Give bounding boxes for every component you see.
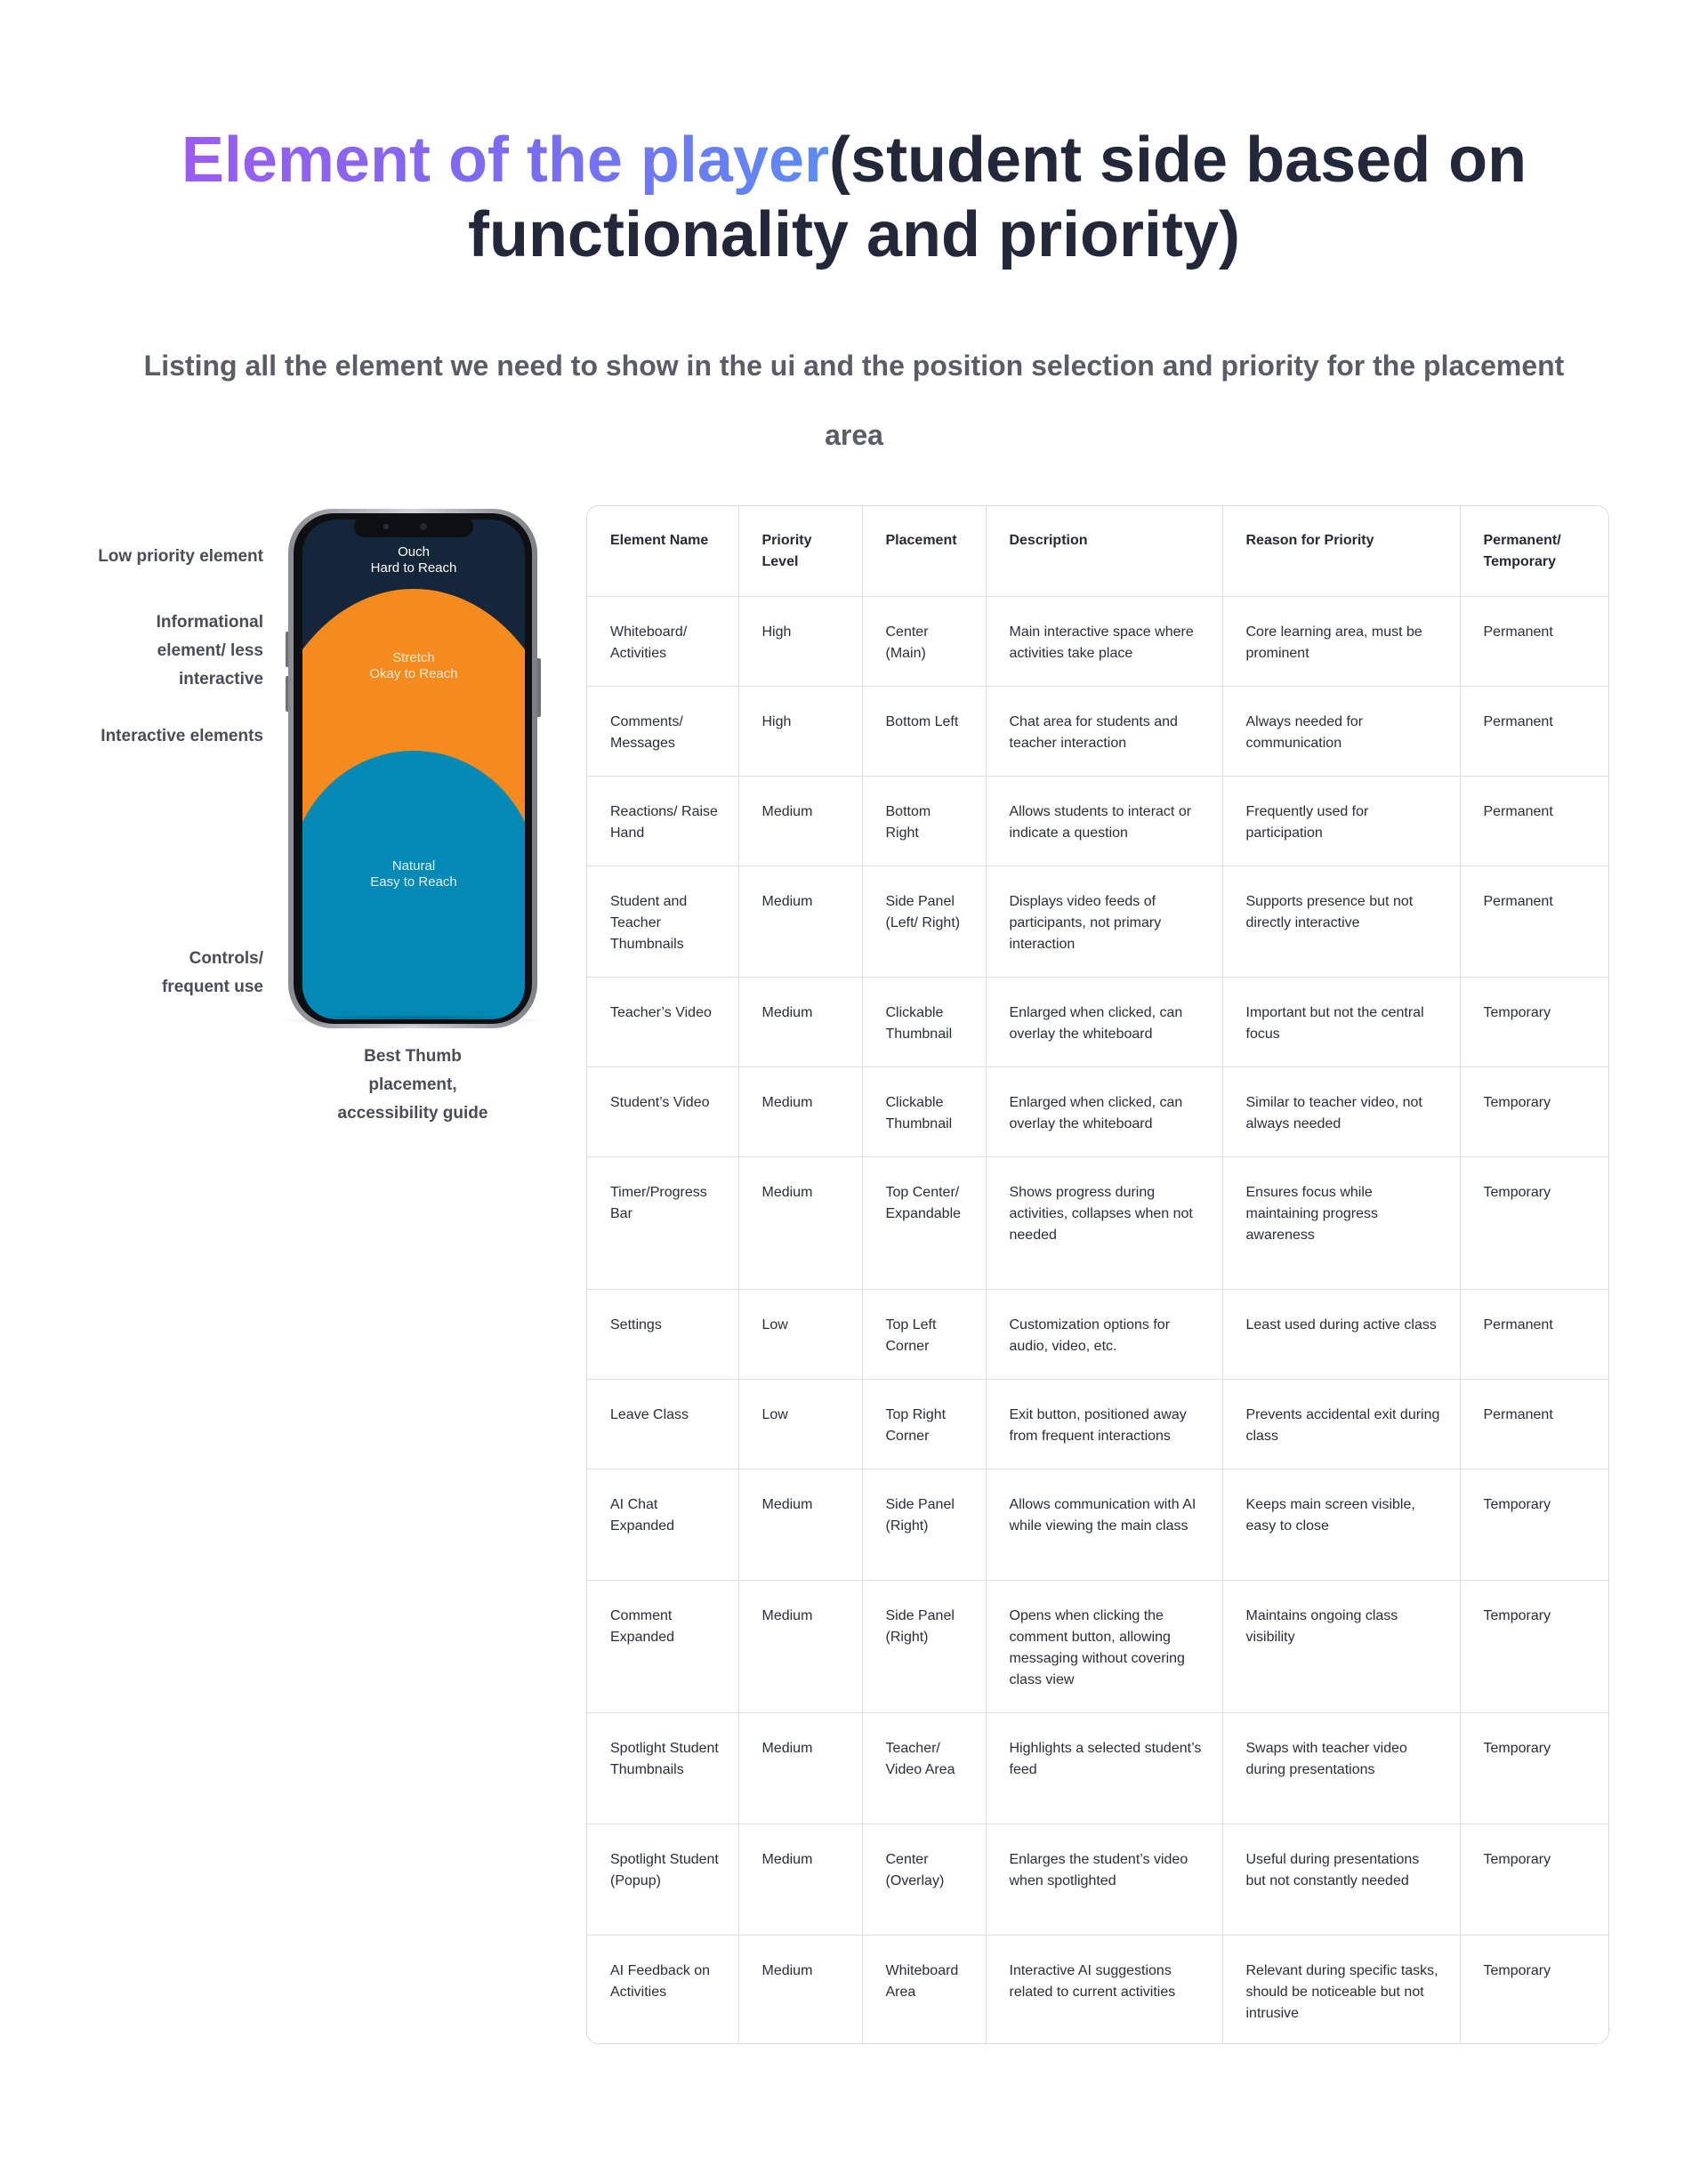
cell-priority: Medium <box>738 977 862 1067</box>
zone-label-informational: Informational element/ less interactive <box>156 613 263 688</box>
cell-placement: Center (Overlay) <box>862 1824 986 1935</box>
cell-description: Enlarges the student’s video when spotlighted <box>986 1824 1222 1935</box>
cell-element-name: Reactions/ Raise Hand <box>587 776 738 866</box>
table-header-row <box>587 506 1609 596</box>
phone-shadow <box>279 1014 546 1027</box>
table-row <box>587 1067 1609 1156</box>
priority-table <box>587 506 1609 2044</box>
cell-priority: Medium <box>738 1824 862 1935</box>
cell-description: Shows progress during activities, collapses when not needed <box>986 1156 1222 1289</box>
cell-priority: Medium <box>738 866 862 977</box>
cell-placement: Center (Main) <box>862 596 986 686</box>
cell-permanence: Permanent <box>1460 1379 1609 1469</box>
table-row <box>587 1935 1609 2044</box>
page-subtitle: Listing all the element we need to show in the ui and the position selection and priority for the placement area <box>143 350 1565 451</box>
header-priority-level: Priority Level <box>738 506 862 596</box>
header-element-name: Element Name <box>587 506 738 596</box>
cell-placement: Bottom Left <box>862 686 986 776</box>
cell-placement: Top Right Corner <box>862 1379 986 1469</box>
cell-description: Customization options for audio, video, etc. <box>986 1289 1222 1379</box>
cell-permanence: Temporary <box>1460 1469 1609 1580</box>
cell-element-name: AI Chat Expanded <box>587 1469 738 1580</box>
page-title <box>0 123 1708 272</box>
page-title-line2: functionality and priority) <box>467 199 1240 270</box>
cell-priority: High <box>738 596 862 686</box>
cell-description: Opens when clicking the comment button, allowing messaging without covering class view <box>986 1580 1222 1712</box>
cell-permanence: Temporary <box>1460 1067 1609 1156</box>
phone-sensor-icon <box>420 523 427 530</box>
cell-permanence: Temporary <box>1460 1156 1609 1289</box>
cell-reason: Swaps with teacher video during presentations <box>1222 1712 1460 1824</box>
zone-label-interactive: Interactive elements <box>101 727 263 745</box>
cell-reason: Keeps main screen visible, easy to close <box>1222 1469 1460 1580</box>
header-permanent-temporary: Permanent/ Temporary <box>1460 506 1609 596</box>
cell-reason: Important but not the central focus <box>1222 977 1460 1067</box>
cell-element-name: Spotlight Student Thumbnails <box>587 1712 738 1824</box>
cell-permanence: Temporary <box>1460 1712 1609 1824</box>
table-row <box>587 1156 1609 1289</box>
cell-placement: Clickable Thumbnail <box>862 977 986 1067</box>
header-description: Description <box>986 506 1222 596</box>
cell-placement: Side Panel (Left/ Right) <box>862 866 986 977</box>
cell-priority: Medium <box>738 1469 862 1580</box>
table-row <box>587 686 1609 776</box>
cell-element-name: Whiteboard/ Activities <box>587 596 738 686</box>
cell-permanence: Permanent <box>1460 686 1609 776</box>
table-row <box>587 866 1609 977</box>
zone-label-controls: Controls/ frequent use <box>161 949 263 996</box>
cell-priority: Medium <box>738 1935 862 2044</box>
cell-priority: Medium <box>738 1712 862 1824</box>
cell-placement: Bottom Right <box>862 776 986 866</box>
table-row <box>587 1712 1609 1824</box>
cell-priority: Low <box>738 1289 862 1379</box>
cell-reason: Similar to teacher video, not always needed <box>1222 1067 1460 1156</box>
cell-description: Interactive AI suggestions related to current activities <box>986 1935 1222 2044</box>
table-row <box>587 1469 1609 1580</box>
cell-placement: Top Left Corner <box>862 1289 986 1379</box>
cell-description: Chat area for students and teacher interaction <box>986 686 1222 776</box>
table-row <box>587 1824 1609 1935</box>
cell-reason: Useful during presentations but not constantly needed <box>1222 1824 1460 1935</box>
cell-element-name: Comments/ Messages <box>587 686 738 776</box>
cell-element-name: Spotlight Student (Popup) <box>587 1824 738 1935</box>
cell-placement: Top Center/ Expandable <box>862 1156 986 1289</box>
zone-bottom-line2: Easy to Reach <box>370 874 457 890</box>
cell-priority: Medium <box>738 1067 862 1156</box>
cell-element-name: Leave Class <box>587 1379 738 1469</box>
cell-description: Allows communication with AI while viewing the main class <box>986 1469 1222 1580</box>
table-row <box>587 977 1609 1067</box>
cell-element-name: AI Feedback on Activities <box>587 1935 738 2044</box>
cell-reason: Least used during active class <box>1222 1289 1460 1379</box>
table-row <box>587 1580 1609 1712</box>
cell-permanence: Temporary <box>1483 1962 1551 1978</box>
table-row <box>587 1379 1609 1469</box>
cell-reason: Supports presence but not directly interactive <box>1222 866 1460 977</box>
cell-permanence: Permanent <box>1460 596 1609 686</box>
cell-reason: Prevents accidental exit during class <box>1222 1379 1460 1469</box>
cell-element-name: Comment Expanded <box>587 1580 738 1712</box>
phone-illustration <box>274 507 552 1032</box>
cell-permanence: Temporary <box>1460 977 1609 1067</box>
zone-label-low-priority: Low priority element <box>98 547 263 566</box>
cell-priority: Medium <box>738 1580 862 1712</box>
cell-priority: Medium <box>738 1156 862 1289</box>
cell-permanence: Permanent <box>1460 776 1609 866</box>
phone-camera-icon <box>383 524 389 529</box>
phone-notch <box>354 516 473 537</box>
cell-reason: Core learning area, must be prominent <box>1222 596 1460 686</box>
zone-middle-line2: Okay to Reach <box>369 666 458 681</box>
cell-placement: Side Panel (Right) <box>862 1580 986 1712</box>
cell-priority: Low <box>738 1379 862 1469</box>
cell-description: Main interactive space where activities take place <box>986 596 1222 686</box>
cell-reason: Always needed for communication <box>1222 686 1460 776</box>
header-reason: Reason for Priority <box>1222 506 1460 596</box>
zone-top-line2: Hard to Reach <box>370 560 457 576</box>
phone-mockup <box>274 507 552 1032</box>
cell-reason: Maintains ongoing class visibility <box>1222 1580 1460 1712</box>
phone-caption: Best Thumb placement, accessibility guide <box>337 1047 488 1123</box>
cell-priority: Medium <box>738 776 862 866</box>
cell-reason: Frequently used for participation <box>1222 776 1460 866</box>
cell-placement: Whiteboard Area <box>862 1935 986 2044</box>
cell-reason: Ensures focus while maintaining progress awareness <box>1222 1156 1460 1289</box>
cell-priority: High <box>738 686 862 776</box>
cell-permanence: Permanent <box>1460 866 1609 977</box>
table-row <box>587 1289 1609 1379</box>
cell-description: Exit button, positioned away from frequent interactions <box>986 1379 1222 1469</box>
cell-reason: Relevant during specific tasks, should be noticeable but not intrusive <box>1222 1935 1460 2044</box>
cell-description: Enlarged when clicked, can overlay the whiteboard <box>986 1067 1222 1156</box>
zone-middle-line1: Stretch <box>392 650 435 665</box>
priority-table-card <box>586 505 1609 2044</box>
cell-description: Enlarged when clicked, can overlay the whiteboard <box>986 977 1222 1067</box>
zone-top-line1: Ouch <box>398 544 430 560</box>
zone-bottom-fill <box>302 881 525 1023</box>
cell-element-name: Settings <box>587 1289 738 1379</box>
header-placement: Placement <box>862 506 986 596</box>
cell-description: Allows students to interact or indicate a question <box>986 776 1222 866</box>
zone-bottom-line1: Natural <box>391 858 436 874</box>
cell-permanence: Permanent <box>1460 1289 1609 1379</box>
cell-placement: Teacher/ Video Area <box>862 1712 986 1824</box>
cell-description: Displays video feeds of participants, not primary interaction <box>986 866 1222 977</box>
page-title-rest: (student side based on <box>829 125 1527 196</box>
cell-placement: Side Panel (Right) <box>862 1469 986 1580</box>
cell-permanence: Temporary <box>1460 1580 1609 1712</box>
cell-placement: Clickable Thumbnail <box>862 1067 986 1156</box>
cell-permanence: Temporary <box>1460 1824 1609 1935</box>
cell-element-name: Timer/Progress Bar <box>587 1156 738 1289</box>
page-title-highlight: Element of the player <box>181 125 830 196</box>
cell-element-name: Student and Teacher Thumbnails <box>587 866 738 977</box>
cell-element-name: Student’s Video <box>587 1067 738 1156</box>
cell-element-name: Teacher’s Video <box>587 977 738 1067</box>
table-row <box>587 776 1609 866</box>
cell-description: Highlights a selected student’s feed <box>986 1712 1222 1824</box>
table-row <box>587 596 1609 686</box>
